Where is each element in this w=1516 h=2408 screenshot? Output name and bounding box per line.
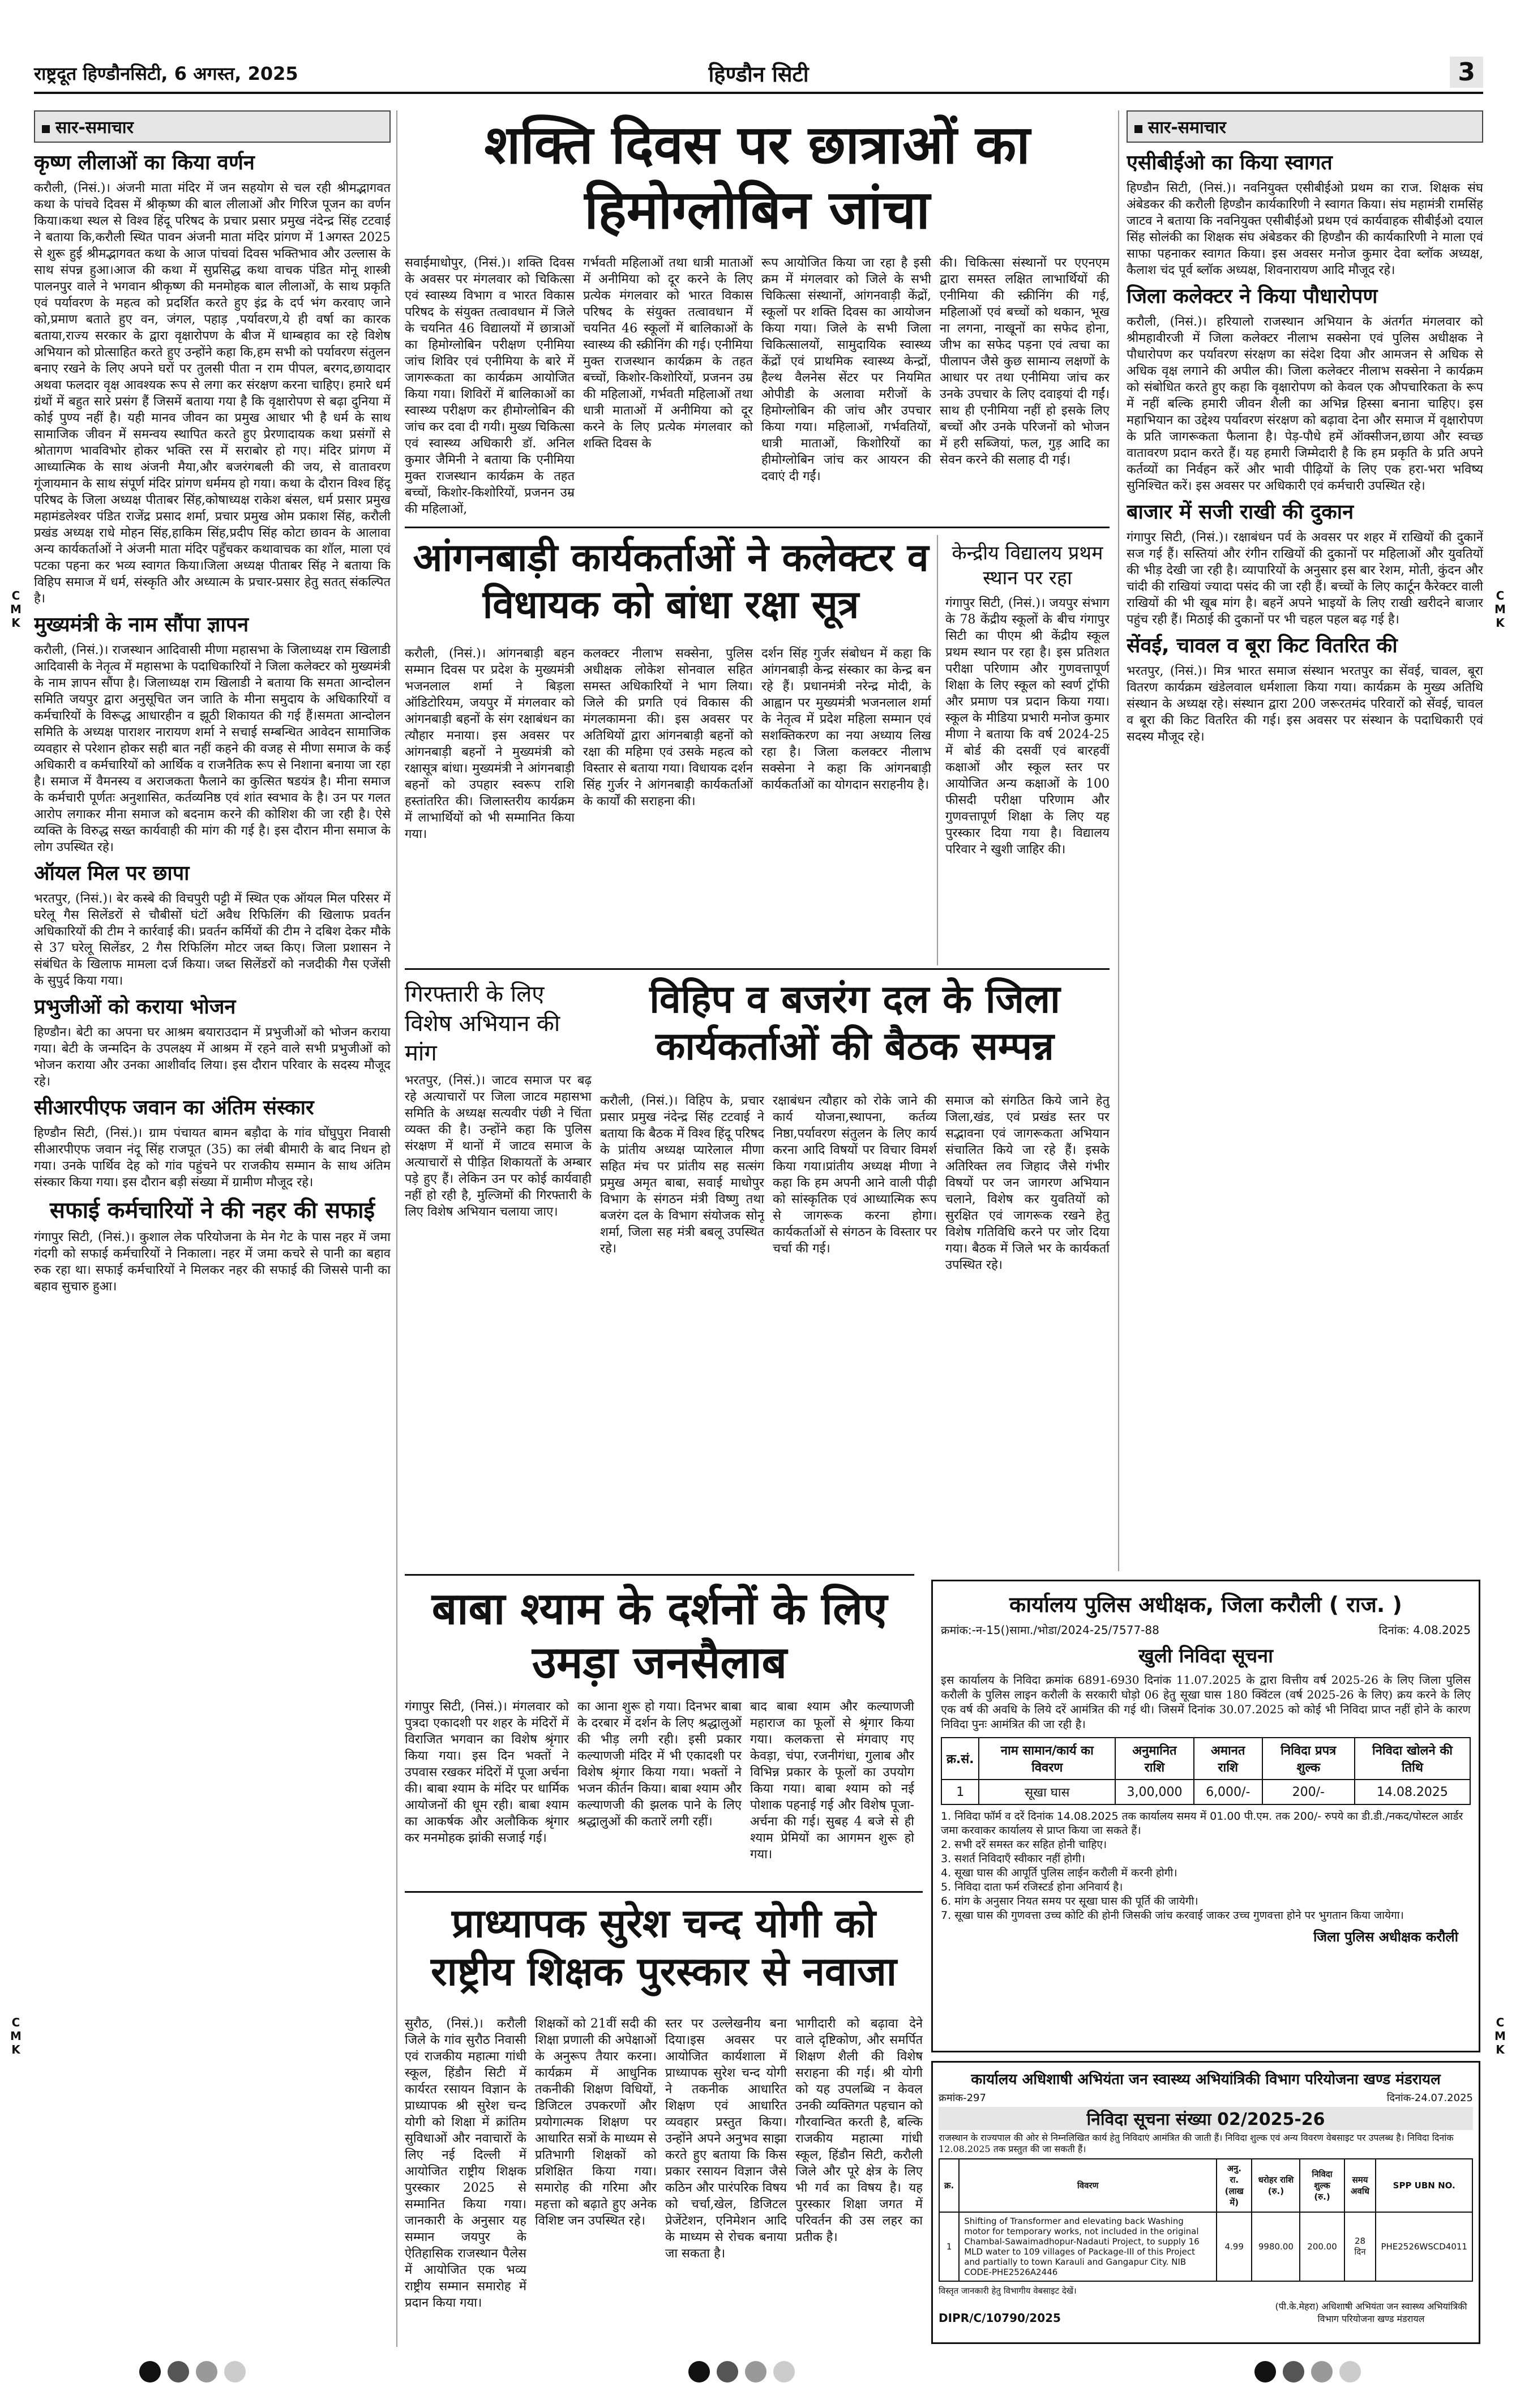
edition-name: हिण्डौन सिटी [708, 62, 809, 87]
article-text: करौली, (निसं.)। राजस्थान आदिवासी मीणा महासभा के जिलाध्यक्ष राम खिलाडी आदिवासी के नेतृत्व में महासभा के पदाधिकारियों ने जिला कलेक्टर को मुख्यमंत्री के नाम ज्ञापन सौंपा है। जिलाध्यक्ष राम खिलाडी ने बताया कि समता आन्दोलन समिति जयपुर द्वारा अनुसूचित जन जाति के मीना समुदाय के अधिकारियों व कर्मचारियों के विरूद्ध आधारहीन व झूठी शिकायत की गई हैं।समता आन्दोलन समिति के अध्यक्ष पाराशर नारायण शर्मा ने सचाई सम्बन्धित आवेदन सामाजिक व्यवहार से परेशान होकर सही बात नहीं कहने की वजह से मीणा समाज के कई अधिकारी व कर्मचारियों को आर्थिक व राजनैतिक रूप से निशाना बनाया जा रहा है। समाज में वैमनस्य व अराजकता फैलाने का कुत्सित षडयंत्र है। मीना समाज के कर्मचारी पूर्णतः अनुशासित, कर्तव्यनिष्ठ एवं शांत स्वभाव के है। उन पर गलत आरोप लगाकर मीना समाज को बदनाम करने की कोशिश की जा रही है। ऐसे व्यक्ति के विरुद्ध सख्त कार्यवाही की मांग की गई है। इस दौरान मीना समाज के लोग उपस्थित रहे। [34, 643, 391, 854]
article-title: बाजार में सजी राखी की दुकान [1127, 501, 1354, 524]
cmk-mark: C M K [10, 589, 22, 630]
article-col: की। चिकित्सा संस्थानों पर एएनएम द्वारा समस्त लक्षित लाभार्थियों की एनीमिया की स्क्रीनिंग की गई, महिलाओं एवं बच्चों को थकान, भूख ना लगना, नाखूनों का सफेद होना, जीभ का सफेद पड़ना एवं त्वचा का पीलापन जैसे कुछ सामान्य लक्षणों के आधार पर तथा एनीमिया जांच कर उनके उपचार के लिए दवाइयां दी गईं। साथ ही एनीमिया नहीं हो इसके लिए बच्चों और उनके परिजनों को भोजन में हरी सब्जियां, फल, गुड़ आदि का सेवन करने की सलाह दी गई। [940, 256, 1110, 467]
notice-title: निविदा सूचना संख्या 02/2025-26 [939, 2107, 1473, 2130]
notice-signature: जिला पुलिस अधीक्षक करौली [1313, 1929, 1458, 1945]
page-number: 3 [1450, 57, 1483, 88]
police-tender-notice [931, 1580, 1480, 2052]
article-title: जिला कलेक्टर ने किया पौधारोपण [1127, 285, 1378, 308]
headline: आंगनबाड़ी कार्यकर्ताओं ने कलेक्टर व विधायक को बांधा रक्षा सूत्र [413, 536, 929, 627]
notice-note: विस्तृत जानकारी हेतु विभागीय वेबसाइट देखें। [939, 2286, 1077, 2296]
article-title: मुख्यमंत्री के नाम सौंपा ज्ञापन [34, 613, 249, 636]
headline: शक्ति दिवस पर छात्राओं का हिमोग्लोबिन जांचा [484, 114, 1030, 241]
notice-subtitle: खुली निविदा सूचना [1138, 1645, 1273, 1667]
notice-title: कार्यालय पुलिस अधीक्षक, जिला करौली ( राज. ) [1009, 1592, 1402, 1617]
column-divider [396, 110, 397, 2347]
divider [405, 527, 1110, 528]
left-column [34, 110, 391, 2347]
article-col: स्तर पर उल्लेखनीय बना दिया।इस अवसर पर आयोजित कार्यशाला में प्राध्यापक सुरेश चन्द योगी ने तकनीक आधारित शिक्षण एवं आधारित व्यवहार प्रस्तुत किया। उन्होंने अपने अनुभव साझा करते हुए बताया कि किस प्रकार रसायन विज्ञान जैसे कठिन और पारंपरिक विषय को चर्चा,खेल, डिजिटल प्रेजेंटेशन, एनिमेशन आदि के माध्यम से रोचक बनाया जा सकता है। [665, 2017, 787, 2261]
article-col: रक्षाबंधन त्यौहार को रोके जाने की कार्य योजना,स्थापना, कर्तव्य निष्ठा,पर्यावरण संतुलन के लिए कार्य करना आदि विषयों पर विचार विमर्श किया गया।प्रांतीय अध्यक्ष मीणा ने कहा कि हम अपनी आने वाली पीढ़ी को सांस्कृतिक एवं आध्यात्मिक रूप से जागरूक करना होगा। कार्यकर्ताओं से संगठन के विस्तार पर चर्चा की गई। [773, 1094, 937, 1256]
notice-ref: क्रमांक:-न-15()सामा./भोडा/2024-25/7577-88 [941, 1623, 1159, 1637]
article-col: करौली, (निसं.)। विहिप के, प्रचार प्रसार प्रमुख नंदेन्द्र सिंह टटवाई ने बताया कि बैठक में विश्व हिंदू परिषद के प्रांतीय अध्यक्ष प्यारेलाल मीणा सहित मंच पर प्रांतीय सह सत्संग प्रमुख अमृत बाबा, सवाई माधोपुर विभाग के संगठन मंत्री विष्णु तथा बजरंग दल के विभाग संयोजक सोनू शर्मा, जिला सह मंत्री बबलू उपस्थित रहे। [600, 1094, 764, 1256]
notice-table: क्र. विवरण अनु. रा. (लाख में) धरोहर राशि (रु.) निविदा शुल्क (रु.) समय अवधि SPP UBN NO. 1 Shifting of Transformer and elevating back Washing motor for temporary works, not included in the original Chambal-Sawaimadhopur-Nadauti Project, to supply 16 MLD water to 109 villages of Package-III of this Project and partially to town Karauli and Gangapur City. NIB CODE-PHE2526A2446 4.99 9980.00 200.00 28 दिन PHE2526WSCD4011 [939, 2158, 1473, 2282]
column-divider [1118, 110, 1119, 1571]
cmk-mark: C M K [1494, 589, 1506, 630]
kendriya-article: केन्द्रीय विद्यालय प्रथम स्थान पर रहा गंगापुर सिटी, (निसं.)। जयपुर संभाग के 78 केंद्रीय स्कूलों के बीच गंगापुर सिटी का पीएम श्री केंद्रीय स्कूल प्रथम स्थान पर रहा है। इस प्रतिशत परीक्षा परिणाम और गुणवत्तापूर्ण शिक्षा के लिए स्कूल को स्वर्ण ट्रॉफी और प्रमाण पत्र प्रदान किया गया। स्कूल के मीडिया प्रभारी मनोज कुमार मीणा ने बताया कि वर्ष 2024-25 में बोर्ड की दसवीं एवं बारहवीं कक्षाओं और स्कूल स्तर पर आयोजित अन्य कक्षाओं के 100 फीसदी परीक्षा परिणाम और गुणवत्तापूर्ण शिक्षा के लिए यह पुरस्कार दिया गया है। विद्यालय परिवार ने खुशी जाहिर की। [945, 542, 1110, 857]
article-text: हिण्डौन सिटी, (निसं.)। नवनियुक्त एसीबीईओ प्रथम का राज. शिक्षक संघ अंबेडकर की करौली हिण्डौन कार्यकारिणी ने स्वागत किया। संघ महामंत्री रामसिंह जाटव ने बताया कि नवनियुक्त एसीबीईओ प्रथम एवं कार्यवाहक सीबीईओ दयाल सिंह सोलंकी का शिक्षक संघ अंबेडकर की हिण्डौन की कार्यकारिणी ने माला एवं साफा पहनाकर स्वागत किया। इस अवसर मनोज कुमार देवा ब्लॉक अध्यक्ष, कैलाश चंद पूर्व ब्लॉक अध्यक्ष, शिवनारायण आदि मौजूद रहे। [1127, 181, 1483, 277]
article-col: सुरौठ, (निसं.)। करौली जिले के गांव सुरौठ निवासी एवं राजकीय महात्मा गांधी स्कूल, हिंडौन सिटी में कार्यरत रसायन विज्ञान के प्राध्यापक श्री सुरेश चन्द योगी को शिक्षा में क्रांतिम सुविधाओं और नवाचारों के लिए नई दिल्ली में आयोजित राष्ट्रीय शिक्षक पुरस्कार 2025 से सम्मानित किया गया। जानकारी के अनुसार यह सम्मान जयपुर के ऐतिहासिक राजस्थान पैलेस में आयोजित एक भव्य राष्ट्रीय सम्मान समारोह में प्रदान किया गया। [405, 2017, 526, 2310]
notice-date: दिनांक: 4.08.2025 [1378, 1623, 1471, 1637]
notice-signature: (पी.के.मेहरा) अधिशाषी अभियंता जन स्वास्थ्य अभियांत्रिकी विभाग परियोजना खण्ड मंडरायल [1275, 2301, 1467, 2324]
notice-table: क्र.सं. नाम सामान/कार्य का विवरण अनुमानित राशि अमानत राशि निविदा प्रपत्र शुल्क निविदा खोलने की तिथि 1 सूखा घास 3,00,000 6,000/- 200/- 14.08.2025 [941, 1737, 1471, 1805]
dipr-code: DIPR/C/10790/2025 [939, 2311, 1061, 2325]
article-col: शिक्षकों को 21वीं सदी की शिक्षा प्रणाली की अपेक्षाओं के अनुरूप तैयार करना। कार्यक्रम में आधुनिक तकनीकी शिक्षण विधियों, डिजिटल उपकरणों और प्रयोगात्मक शिक्षण पर आधारित सत्रों के माध्यम से प्रतिभागी शिक्षकों को प्रशिक्षित किया गया। समारोह की गरिमा और महत्ता को बढ़ाते हुए अनेक विशिष्ट जन उपस्थित रहे। [535, 2017, 657, 2228]
article-col: करौली, (निसं.)। आंगनबाड़ी बहन सम्मान दिवस पर प्रदेश के मुख्यमंत्री भजनलाल शर्मा ने बिड़ला ऑडिटोरियम, जयपुर में मंगलवार को आंगनबाड़ी बहनों के संग रक्षाबंधन का त्यौहार मनाया। इस अवसर पर आंगनबाड़ी बहनों ने मुख्यमंत्री को रक्षासूत्र बांधा। मुख्यमंत्री ने आंगनबाड़ी बहनों को उपहार स्वरूप राशि हस्तांतरित की। जिलास्तरीय कार्यक्रम में लाभार्थियों को भी सम्मानित किया गया। [405, 647, 575, 841]
section-label: सार-समाचार [34, 110, 391, 143]
article-col: गंगापुर सिटी, (निसं.)। मंगलवार को पुत्रदा एकादशी पर शहर के मंदिरों में विराजित भगवान का विशेष श्रृंगार किया गया। इस दिन भक्तों ने उपवास रखकर मंदिरों में पूजा अर्चना की। बाबा श्याम के मंदिर पर धार्मिक आयोजनों की धूम रही। बाबा श्याम का आकर्षक और अलौकिक श्रृंगार कर मनमोहक झांकी सजाई गई। [405, 1700, 569, 1845]
article-col: का आना शुरू हो गया। दिनभर बाबा के दरबार में दर्शन के लिए श्रद्धालुओं की भीड़ लगी रही। इसी प्रकार कल्याणजी मंदिर में भी एकादशी पर विशेष श्रृंगार किया गया। भक्तों ने भजन कीर्तन किया। बाबा श्याम और कल्याणजी की झलक पाने के लिए श्रद्धालुओं की कतारें लगी रहीं। [577, 1700, 742, 1829]
column-divider [937, 535, 938, 965]
article-text: करौली, (निसं.)। हरियालो राजस्थान अभियान के अंतर्गत मंगलवार को श्रीमहावीरजी में जिला कलेक्टर नीलाभ सक्सेना एवं पुलिस अधीक्षक ने पौधारोपण कर पर्यावरण संरक्षण का संदेश दिया और आमजन से अधिक से अधिक वृक्ष लगाने की अपील की। जिला कलेक्टर नीलाभ सक्सेना ने कार्यक्रम को संबोधित करते हुए कहा कि वृक्षारोपण को केवल एक औपचारिकता के रूप में नहीं बल्कि हमारी जीवन शैली का अभिन्न हिस्सा बनाना चाहिए। इस महाभियान का उद्देश्य पर्यावरण संरक्षण को बढ़ावा देना और समाज में वृक्षारोपण के प्रति जागरूकता फैलाना है। पेड़-पौधे हमें ऑक्सीजन,छाया और स्वच्छ वातावरण प्रदान करते हैं। यह हमारी जिम्मेदारी है कि हम प्रकृति के प्रति अपने कर्तव्यों का निर्वहन करें और भावी पीढ़ियों के लिए एक हरा-भरा भविष्य सुनिश्चित करें। इस अवसर पर अधिकारी एवं कर्मचारी उपस्थित रहे। [1127, 315, 1483, 493]
notice-ref: क्रमांक-297 [939, 2092, 986, 2104]
article-col: भागीदारी को बढ़ावा देने वाले दृष्टिकोण, और समर्पित शिक्षण शैली की विशेष सराहना की गई। श्री योगी को यह उपलब्धि न केवल उनकी व्यक्तिगत पहचान को गौरवान्वित करती है, बल्कि राजकीय महात्मा गांधी स्कूल, हिंडौन सिटी, करौली जिले और पूरे क्षेत्र के लिए भी गर्व का विषय है। यह पुरस्कार शिक्षा जगत में परिवर्तन की उस लहर का प्रतीक है। [795, 2017, 923, 2244]
article-col: समाज को संगठित किये जाने हेतु जिला,खंड, एवं प्रखंड स्तर पर सद्भावना एवं जागरूकता अभियान संचालित किये जा रहे हैं। इसके अतिरिक्त लव जिहाद जैसे गंभीर विषयों पर जन जागरण अभियान चलाने, विशेष कर युवतियों को सुरक्षित एवं जागरूक रखने हेतु विशेष गतिविधि करने पर जोर दिया गया। बैठक में जिले भर के कार्यकर्ता उपस्थित रहे। [945, 1094, 1110, 1272]
article-text: हिण्डौन सिटी, (निसं.)। ग्राम पंचायत बामन बड़ौदा के गांव घोंघुपुरा निवासी सीआरपीएफ जवान नंदू सिंह राजपूत (35) का लंबी बीमारी के बाद निधन हो गया। उनके पार्थिव देह को गांव पहुंचने पर राजकीय सम्मान के साथ अंतिम संस्कार किया गया। इस दौरान बड़ी संख्या में ग्रामीण मौजूद रहे। [34, 1126, 391, 1190]
notice-date: दिनांक-24.07.2025 [1386, 2092, 1473, 2104]
article-text: करौली, (निसं.)। अंजनी माता मंदिर में जन सहयोग से चल रही श्रीमद्भागवत कथा के पांचवे दिवस में श्रीकृष्ण की बाल लीलाओं और गिरिज पूजन का वर्णन किया।कथा स्थल से विश्व हिंदू परिषद के प्रचार प्रसार प्रमुख नंदेन्द्र सिंह टटवाई ने बताया कि,करौली स्थित पावन अंजनी माता मंदिर प्रांगण में 1अगस्त 2025 से शुरू हुई श्रीमद्भागवत कथा के आज पांचवां दिवस भक्तिभाव और उल्लास के साथ संपन्न हुआ।आज की कथा में सुप्रसिद्ध कथा वाचक पंडित मोनू शास्त्री पालनपुर वाले ने भगवान श्रीकृष्ण की मनमोहक बाल लीलाओं, के साथ प्रकृति एवं पर्यावरण के महत्व को प्रदर्शित करते हुए इंद्र के दर्प भंग करवाए जाने को,प्रमाण बताते हुए वन, जंगल, पहाड़ ,पर्यावरण,ये ही वर्षा का कारक बताया,राज्य सरकार के द्वारा वृक्षारोपण के बीज में धाम्बहाव का रहे विशेष अभियान को प्रोत्साहित करते हुए उन्होंने कहा कि,हम सभी को पर्यावरण संतुलन बनाए रखने के लिए अपने घरों पर तुलसी पीता न राम पीपल, बरगद,छायादार अथवा फलदार वृक्ष आवश्यक रूप से लगा कर संरक्षण करना चाहिए। हमारे धर्म ग्रंथों में बहुत सारे प्रसंग हैं जिसमें बताया गया है कि वृक्षारोपण से बढ़ा दुनिया में कोई पुण्य नहीं है। यही मानव जीवन का प्रमुख आधार भी है धर्म के साथ सामाजिक जीवन में समन्वय स्थापित करते हुए प्रेरणादायक कथा प्रसंगों से श्रोतागण भावविभोर होकर भक्ति रस में सराबोर हो गए। मंदिर प्रांगण में आध्यात्मिक के साथ अंजनी मैया,और बजरंगबली की जय, से वातावरण गूंजायमान के साथ संपूर्ण मंदिर प्रांगण धर्ममय हो गया। कथा के दौरान विश्व हिंदू परिषद के जिला अध्यक्ष पीताबर सिंह,कोषाध्यक्ष राकेश बंसल, धर्म प्रसार प्रमुख महामंडलेश्वर पंडित राजेंद्र प्रसाद शर्मा, प्रचार प्रमुख ओम प्रकाश सिंह, करौली प्रखंड अध्यक्ष राधे मोहन सिंह,हाकिम सिंह,प्रदीप सिंह कोटा छावन के आलावा अन्य कार्यकर्ताओं ने अंजनी माता मंदिर पहुँचकर कथावाचक का शॉल, माला एवं पटका पहना कर भव्य स्वागत किया।जिला अध्यक्ष पीताबर सिंह ने बताया कि विहिप समाज में धर्म, संस्कृति और अध्यात्म के प्रचार-प्रसार हेतु सतत् संकल्पित है। [34, 181, 391, 606]
section-label: सार-समाचार [1127, 110, 1483, 143]
notice-office: कार्यालय अधिशाषी अभियंता जन स्वास्थ्य अभियांत्रिकी विभाग परियोजना खण्ड मंडरायल [971, 2071, 1441, 2088]
article-title: कृष्ण लीलाओं का किया वर्णन [34, 151, 255, 174]
article-title: सफाई कर्मचारियों ने की नहर की सफाई [49, 1197, 375, 1224]
article-col: दर्शन सिंह गुर्जर संबोधन में कहा कि आंगनबाड़ी केन्द्र संस्कार का केन्द्र बन रहे हैं। प्रधानमंत्री नरेन्द्र मोदी, के आह्वान पर मुख्यमंत्री भजनलाल शर्मा के नेतृत्व में प्रदेश महिला सम्मान एवं सशक्तिकरण का नया अध्याय लिख रहा है। जिला कलक्टर नीलाभ सक्सेना ने कहा कि आंगनबाड़ी कार्यकर्ताओं का योगदान सराहनीय है। [761, 647, 931, 792]
divider [405, 1574, 914, 1576]
girftari-article: गिरफ्तारी के लिए विशेष अभियान की मांग भरतपुर, (निसं.)। जाटव समाज पर बढ़ रहे अत्याचारों पर जिला जाटव महासभा समिति के अध्यक्ष सत्यवीर पंछी ने चिंता व्यक्त की है। उन्होंने कहा कि पुलिस संरक्षण में थानों में जाटव समाज के अत्याचारों से पीड़ित शिकायतों के अम्बार पड़े हुए हैं। लेकिन उन पर कोई कार्यवाही नहीं हो रही है, मुल्जिमों की गिरफ्तारी के लिए विशेष अभियान चलाया जाए। [405, 981, 592, 1219]
article-title: प्रभुजीओं को कराया भोजन [34, 995, 236, 1019]
notice-terms: 1. निविदा फॉर्म व दरें दिनांक 14.08.2025 तक कार्यालय समय में 01.00 पी.एम. तक 200/- रुपये का डी.डी./नकद/पोस्टल आर्डर जमा करवाकर कार्यालय से प्राप्त किया जा सकते हैं। 2. सभी दरें समस्त कर सहित होनी चाहिए। 3. सशर्त निविदाएँ स्वीकार नहीं होगी। 4. सूखा घास की आपूर्ति पुलिस लाईन करौली में करनी होगी। 5. निविदा दाता फर्म रजिस्टर्ड होना अनिवार्य है। 6. मांग के अनुसार नियत समय पर सूखा घास की पूर्ति की जायेगी। 7. सूखा घास की गुणवत्ता उच्च कोटि की होनी जिसकी जांच करवाई जाकर उच्च गुणवत्ता होने पर भुगतान किया जायेगा। [941, 1810, 1463, 1922]
article-title: सीआरपीएफ जवान का अंतिम संस्कार [34, 1096, 314, 1119]
article-text: भरतपुर, (निसं.)। बेर कस्बे की विचपुरी पट्टी में स्थित एक ऑयल मिल परिसर में घरेलू गैस सिलेंडरों से चौबीसों घंटों अवैध रिफिलिंग की खिलाफ प्रवर्तन अधिकारियों की टीम ने कार्रवाई की। प्रवर्तन कर्मियों की टीम ने दबिश देकर मौके से 37 घरेलू सिलेंडर, 2 गैस रिफिलिंग मोटर जब्त किए। जिला प्रशासन ने संबंधित के खिलाफ मामला दर्ज किया। जब्त सिलेंडरों को नजदीकी गैस एजेंसी के सुपुर्द किया गया। [34, 892, 391, 988]
notice-body: इस कार्यालय के निविदा क्रमांक 6891-6930 दिनांक 11.07.2025 के द्वारा वित्तीय वर्ष 2025-26 के लिए जिला पुलिस करौली के पुलिस लाइन करौली के सरकारी घोड़ो 06 हेतु सूखा घास 180 क्विंटल (वर्ष 2025-26 के लिए) क्रय करने के लिए एक वर्ष की अवधि के लिये दरें आमंत्रित की गई थी। जिसमें दिनांक 30.07.2025 को कोई भी निविदा प्राप्त नहीं होने के कारण निविदा पुनः आमंत्रित की जा रही है। [941, 1673, 1471, 1731]
notice-body: राजस्थान के राज्यपाल की ओर से निम्नलिखित कार्य हेतु निविदाएं आमंत्रित की जाती हैं। निविदा शुल्क एवं अन्य विवरण वेबसाइट पर उपलब्ध है। निविदा दिनांक 12.08.2025 तक प्रस्तुत की जा सकती हैं। [939, 2132, 1454, 2154]
edition-date: राष्ट्रदूत हिण्डौनसिटी, 6 अगस्त, 2025 [34, 63, 298, 84]
article-col: बाद बाबा श्याम और कल्याणजी महाराज का फूलों से श्रृंगार किया गया। कलकत्ता से मंगवाए गए केवड़ा, चंपा, रजनीगंधा, गुलाब और विभिन्न प्रकार के फूलों का उपयोग किया गया। बाबा श्याम को नई पोशाक पहनाई गई और विशेष पूजा-अर्चना की गई। सुबह 4 बजे से ही श्याम प्रेमियों का आगमन शुरू हो गया। [750, 1700, 914, 1862]
article-text: गंगापुर सिटी, (निसं.)। रक्षाबंधन पर्व के अवसर पर शहर में राखियों की दुकानें सज गई हैं। सस्तियां और रंगीन राखियों की दुकानों पर महिलाओं और युवतियों की भीड़ देखी जा रही है। व्यापारियों के अनुसार इस बार रेशम, मोती, कुंदन और चांदी की राखियां ज्यादा पसंद की जा रही हैं। बच्चों के लिए कार्टून कैरेक्टर वाली राखियों की भी खूब मांग है। बहनें अपने भाइयों के लिए राखी खरीदने बाजार पहुंच रही हैं। मिठाई की दुकानों पर भी चहल पहल बढ़ गई है। [1127, 531, 1483, 627]
right-column [1127, 110, 1483, 1571]
color-registration-strip [34, 2361, 1483, 2389]
divider [405, 968, 1110, 970]
article-title: सेंवई, चावल व बूरा किट वितरित की [1127, 634, 1398, 657]
article-title: एसीबीईओ का किया स्वागत [1127, 151, 1333, 174]
phed-tender-notice [931, 2061, 1480, 2344]
cmk-mark: C M K [10, 2016, 22, 2056]
headline: विहिप व बजरंग दल के जिला कार्यकर्ताओं की बैठक सम्पन्न [649, 977, 1060, 1069]
article-col: कलक्टर नीलाभ सक्सेना, पुलिस अधीक्षक लोकेश सोनवाल सहित समस्त अधिकारियों ने भाग लिया। जिले की प्रगति एवं विकास की मंगलकामना की। इस अवसर पर अतिथियों द्वारा आंगनबाड़ी बहनों को रक्षा की महिमा एवं उसके महत्व को विस्तार से बताया गया। विधायक दर्शन सिंह गुर्जर ने आंगनबाड़ी कार्यकर्ताओं के कार्यों की सराहना की। [583, 647, 753, 809]
divider [405, 1891, 923, 1893]
cmk-mark: C M K [1494, 2016, 1506, 2056]
article-text: हिण्डौन। बेटी का अपना घर आश्रम बयाराउदान में प्रभुजीओं को भोजन कराया गया। बेटी के जन्मदिन के उपलक्ष्य में आश्रम में रहने वाले सभी प्रभुजीओं को भोजन कराया और उनका आशीर्वाद लिया। इस दौरान परिवार के सदस्य मौजूद रहे। [34, 1025, 391, 1089]
article-title: ऑयल मिल पर छापा [34, 862, 190, 885]
article-text: गंगापुर सिटी, (निसं.)। कुशाल लेक परियोजना के मेन गेट के पास नहर में जमा गंदगी को सफाई कर्मचारियों ने निकाला। नहर में जमा कचरे से पानी का बहाव रुक रहा था। सफाई कर्मचारियों ने मिलकर नहर की सफाई की जिससे पानी का बहाव सुचारु हुआ। [34, 1230, 391, 1294]
article-col: गर्भवती महिलाओं तथा धात्री माताओं में अनीमिया को दूर करने के लिए प्रत्येक मंगलवार को भारत विकास परिषद के संयुक्त तत्वावधान में चयनित 46 स्कूलों में बालिकाओं के स्वास्थ्य की स्क्रीनिंग की गई। एनीमिया मुक्त राजस्थान कार्यक्रम के तहत बच्चों, किशोर-किशोरियों, प्रजनन उम्र की महिलाओं, गर्भवती महिलाओं तथा धात्री माताओं में अनीमिया को दूर करने के लिए प्रत्येक मंगलवार को शक्ति दिवस के [583, 256, 753, 451]
article-text: भरतपुर, (निसं.)। मित्र भारत समाज संस्थान भरतपुर का सेंवई, चावल, बूरा वितरण कार्यक्रम खंडेलवाल धर्मशाला किया गया। कार्यक्रम के मुख्य अतिथि संस्थान के अध्यक्ष रहे। संस्थान द्वारा 200 जरूरतमंद परिवारों को सेंवई, चावल व बूरा की किट वितरित की गई। इस अवसर पर संस्थान के पदाधिकारी एवं सदस्य मौजूद रहे। [1127, 664, 1483, 744]
headline: प्राध्यापक सुरेश चन्द योगी को राष्ट्रीय शिक्षक पुरस्कार से नवाजा [431, 1900, 897, 1995]
article-col: रूप आयोजित किया जा रहा है इसी क्रम में मंगलवार को जिले के सभी चिकित्सा संस्थानों, आंगनवाड़ी केंद्रों, स्कूलों पर शक्ति दिवस का आयोजन किया गया। जिले के सभी जिला चिकित्सालयों, सामुदायिक स्वास्थ्य केंद्रों एवं प्राथमिक स्वास्थ्य केन्द्रों, हैल्थ वैलनेस सेंटर पर नियमित ओपीडी के अलावा मरीजों के हिमोग्लोबिन की जांच और उपचार किया गया। महिलाओं, गर्भवतियों, धात्री माताओं, किशोरियों का हीमोग्लोबिन जांच कर आयरन की दवाएं दी गईं। [761, 256, 931, 484]
headline: बाबा श्याम के दर्शनों के लिए उमड़ा जनसैलाब [431, 1584, 888, 1689]
article-col: सवाईमाधोपुर, (निसं.)। शक्ति दिवस के अवसर पर मंगलवार को चिकित्सा एवं स्वास्थ्य विभाग व भारत विकास परिषद के संयुक्त तत्वावधान में जिले के चयनित 46 विद्यालयों में छात्राओं का हिमोग्लोबिन परीक्षण एनीमिया जांच शिविर एवं एनीमिया के बारे में जागरूकता का कार्यक्रम आयोजित किया गया। शिविरों में बालिकाओं का स्वास्थ्य परीक्षण कर हीमोग्लोबिन की जांच कर दवा दी गयी। मुख्य चिकित्सा एवं स्वास्थ्य अधिकारी डॉ. अनिल कुमार जैमिनी ने बताया कि एनीमिया मुक्त राजस्थान कार्यक्रम के तहत बच्चों, किशोर-किशोरियों, प्रजनन उम्र की महिलाओं, [405, 256, 575, 516]
page-header [34, 57, 1483, 94]
